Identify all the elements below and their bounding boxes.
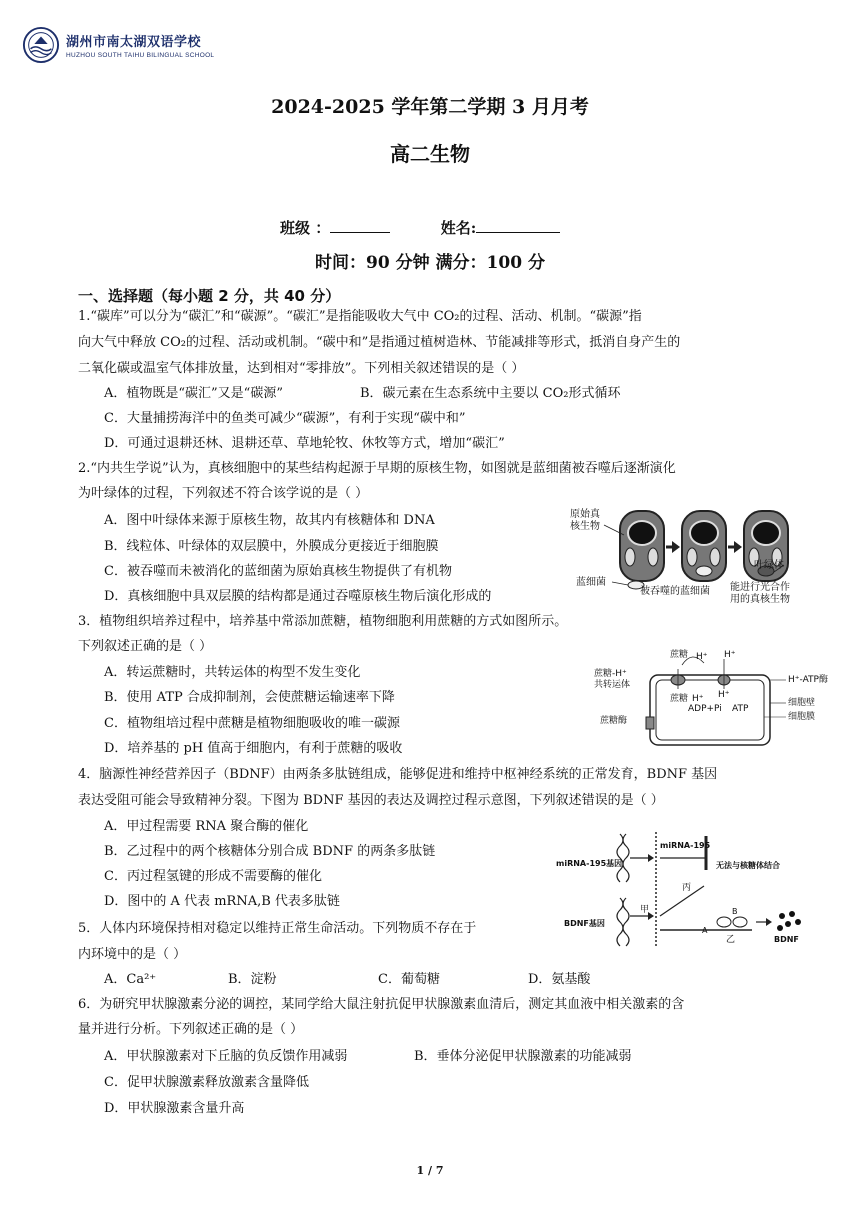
label-process-yi: 乙 (726, 935, 736, 945)
school-logo (22, 26, 214, 64)
label-process-bing: 丙 (682, 883, 692, 893)
label-primitive-eukaryote: 原始真 核生物 (570, 509, 600, 532)
class-blank[interactable] (330, 218, 390, 233)
bdnf-regulation-figure (556, 830, 826, 950)
q1-stem-line2: 向大气中释放 CO₂的过程、活动或机制。“碳中和”是指通过植树造林、节能减排等形式，抵消自身产生的 (78, 335, 681, 350)
q4-stem-line1: 4．脑源性神经营养因子（BDNF）由两条多肽链组成，能够促进和维持中枢神经系统的正常发育，BDNF 基因 (78, 767, 718, 782)
q5-option-c: C．葡萄糖 (378, 972, 440, 987)
name-blank[interactable] (476, 218, 560, 233)
label-cell-wall: 细胞壁 (788, 698, 816, 708)
q1-option-c: C．大量捕捞海洋中的鱼类可减少“碳源”，有利于实现“碳中和” (104, 411, 466, 426)
label-atpase: H⁺-ATP酶 (788, 675, 828, 685)
q3-stem-line1: 3．植物组织培养过程中，培养基中常添加蔗糖，植物细胞利用蔗糖的方式如图所示。 (78, 614, 568, 629)
section-title: 一、选择题（每小题 2 分，共 40 分） (78, 287, 341, 305)
label-cotransporter: 蔗糖-H⁺ 共转运体 (594, 669, 631, 690)
q3-stem-line2: 下列叙述正确的是（ ） (78, 639, 213, 654)
q3-option-b: B．使用 ATP 合成抑制剂，会使蔗糖运输速率下降 (104, 690, 395, 705)
q5-stem-line1: 5．人体内环境保持相对稳定以维持正常生命活动。下列物质不存在于 (78, 921, 477, 936)
label-a: A (702, 926, 708, 935)
label-b: B (732, 907, 738, 916)
q2-stem-line2: 为叶绿体的过程，下列叙述不符合该学说的是（ ） (78, 486, 369, 501)
q5-option-a: A．Ca²⁺ (104, 972, 157, 987)
student-info (280, 217, 560, 238)
q2-option-b: B．线粒体、叶绿体的双层膜中，外膜成分更接近于细胞膜 (104, 539, 439, 554)
q6-stem-line2: 量并进行分析。下列叙述正确的是（ ） (78, 1022, 304, 1037)
q6-option-a: A．甲状腺激素对下丘脑的负反馈作用减弱 (104, 1049, 348, 1064)
q1-stem-line1: 1.“碳库”可以分为“碳汇”和“碳源”。“碳汇”是指能吸收大气中 CO₂的过程、活动、机制。“碳源”指 (78, 309, 642, 324)
label-no-ribosome-binding: 无法与核糖体结合 (716, 861, 780, 870)
label-atp: ATP (732, 704, 749, 714)
q2-option-a: A．图中叶绿体来源于原核生物，故其内有核糖体和 DNA (104, 513, 435, 528)
q2-option-d: D．真核细胞中具双层膜的结构都是通过吞噬原核生物后演化形成的 (104, 589, 492, 604)
q1-option-d: D．可通过退耕还林、退耕还草、草地轮牧、休牧等方式，增加“碳汇” (104, 436, 505, 451)
label-process-jia: 甲 (640, 905, 650, 915)
label-sucrose-inside: 蔗糖 (670, 694, 689, 704)
label-hplus-2: H⁺ (724, 650, 736, 660)
label-cell-membrane: 细胞膜 (788, 712, 816, 722)
q1-stem-line3: 二氧化碳或温室气体排放量，达到相对“零排放”。下列相关叙述错误的是（ ） (78, 361, 525, 376)
class-label: 班级 ： (280, 219, 331, 237)
label-bdnf: BDNF (774, 935, 799, 944)
label-engulfed-cyanobacteria: 被吞噬的蓝细菌 (640, 586, 710, 597)
exam-title: 2024-2025 学年第二学期 3 月月考 (271, 96, 589, 118)
q1-option-b: B．碳元素在生态系统中主要以 CO₂形式循环 (360, 386, 621, 401)
school-name-en: HUZHOU SOUTH TAIHU BILINGUAL SCHOOL (66, 52, 215, 59)
label-hplus-3: H⁺ (692, 694, 704, 704)
label-sucrase: 蔗糖酶 (600, 716, 628, 726)
q4-option-a: A．甲过程需要 RNA 聚合酶的催化 (104, 819, 309, 834)
endosymbiosis-figure (562, 505, 807, 610)
q3-option-d: D．培养基的 pH 值高于细胞内，有利于蔗糖的吸收 (104, 741, 403, 756)
q1-option-a: A．植物既是“碳汇”又是“碳源” (104, 386, 283, 401)
cell-2 (682, 511, 726, 581)
label-chloroplast: 叶绿体 (754, 560, 784, 571)
label-adp: ADP+Pi (688, 704, 722, 714)
label-mirna-gene: miRNA-195基因 (556, 859, 623, 868)
page-number: 1 / 7 (416, 1164, 444, 1177)
q4-option-b: B．乙过程中的两个核糖体分别合成 BDNF 的两条多肽链 (104, 844, 436, 859)
q5-option-b: B．淀粉 (228, 972, 277, 987)
q6-stem-line1: 6．为研究甲状腺激素分泌的调控，某同学给大鼠注射抗促甲状腺激素血清后，测定其血液中相关激素的含 (78, 997, 685, 1012)
q5-stem-line2: 内环境中的是（ ） (78, 947, 187, 962)
label-bdnf-gene: BDNF基因 (564, 919, 605, 928)
label-hplus-4: H⁺ (718, 690, 730, 700)
label-mirna: miRNA-195 (660, 841, 711, 850)
school-emblem-icon (22, 26, 60, 64)
q4-stem-line2: 表达受阻可能会导致精神分裂。下图为 BDNF 基因的表达及调控过程示意图，下列叙述错误的是（ ） (78, 793, 664, 808)
label-hplus-1: H⁺ (696, 652, 708, 662)
label-sucrose-outside: 蔗糖 (670, 650, 689, 660)
q2-option-c: C．被吞噬而未被消化的蓝细菌为原始真核生物提供了有机物 (104, 564, 452, 579)
label-photosynthetic-eukaryote: 能进行光合作 用的真核生物 (730, 582, 790, 605)
q2-stem-line1: 2.“内共生学说”认为，真核细胞中的某些结构起源于早期的原核生物，如图就是蓝细菌被吞噬后逐渐演化 (78, 461, 676, 476)
q6-option-b: B．垂体分泌促甲状腺激素的功能减弱 (414, 1049, 632, 1064)
time-score-line: 时间：90 分钟 满分：100 分 (315, 253, 545, 273)
name-label: 姓名: (440, 219, 477, 237)
q3-option-c: C．植物组培过程中蔗糖是植物细胞吸收的唯一碳源 (104, 716, 400, 731)
cell-1 (620, 511, 664, 589)
label-cyanobacteria: 蓝细菌 (576, 577, 606, 588)
subject-title: 高二生物 (390, 142, 470, 166)
q4-option-d: D．图中的 A 代表 mRNA,B 代表多肽链 (104, 894, 340, 909)
school-name-cn: 湖州市南太湖双语学校 (66, 35, 202, 50)
sucrose-transport-figure (592, 645, 827, 750)
q6-option-c: C．促甲状腺激素释放激素含量降低 (104, 1075, 309, 1090)
q4-option-c: C．丙过程氢键的形成不需要酶的催化 (104, 869, 322, 884)
q3-option-a: A．转运蔗糖时，共转运体的构型不发生变化 (104, 665, 361, 680)
q5-option-d: D．氨基酸 (528, 972, 591, 987)
q6-option-d: D．甲状腺激素含量升高 (104, 1101, 245, 1116)
